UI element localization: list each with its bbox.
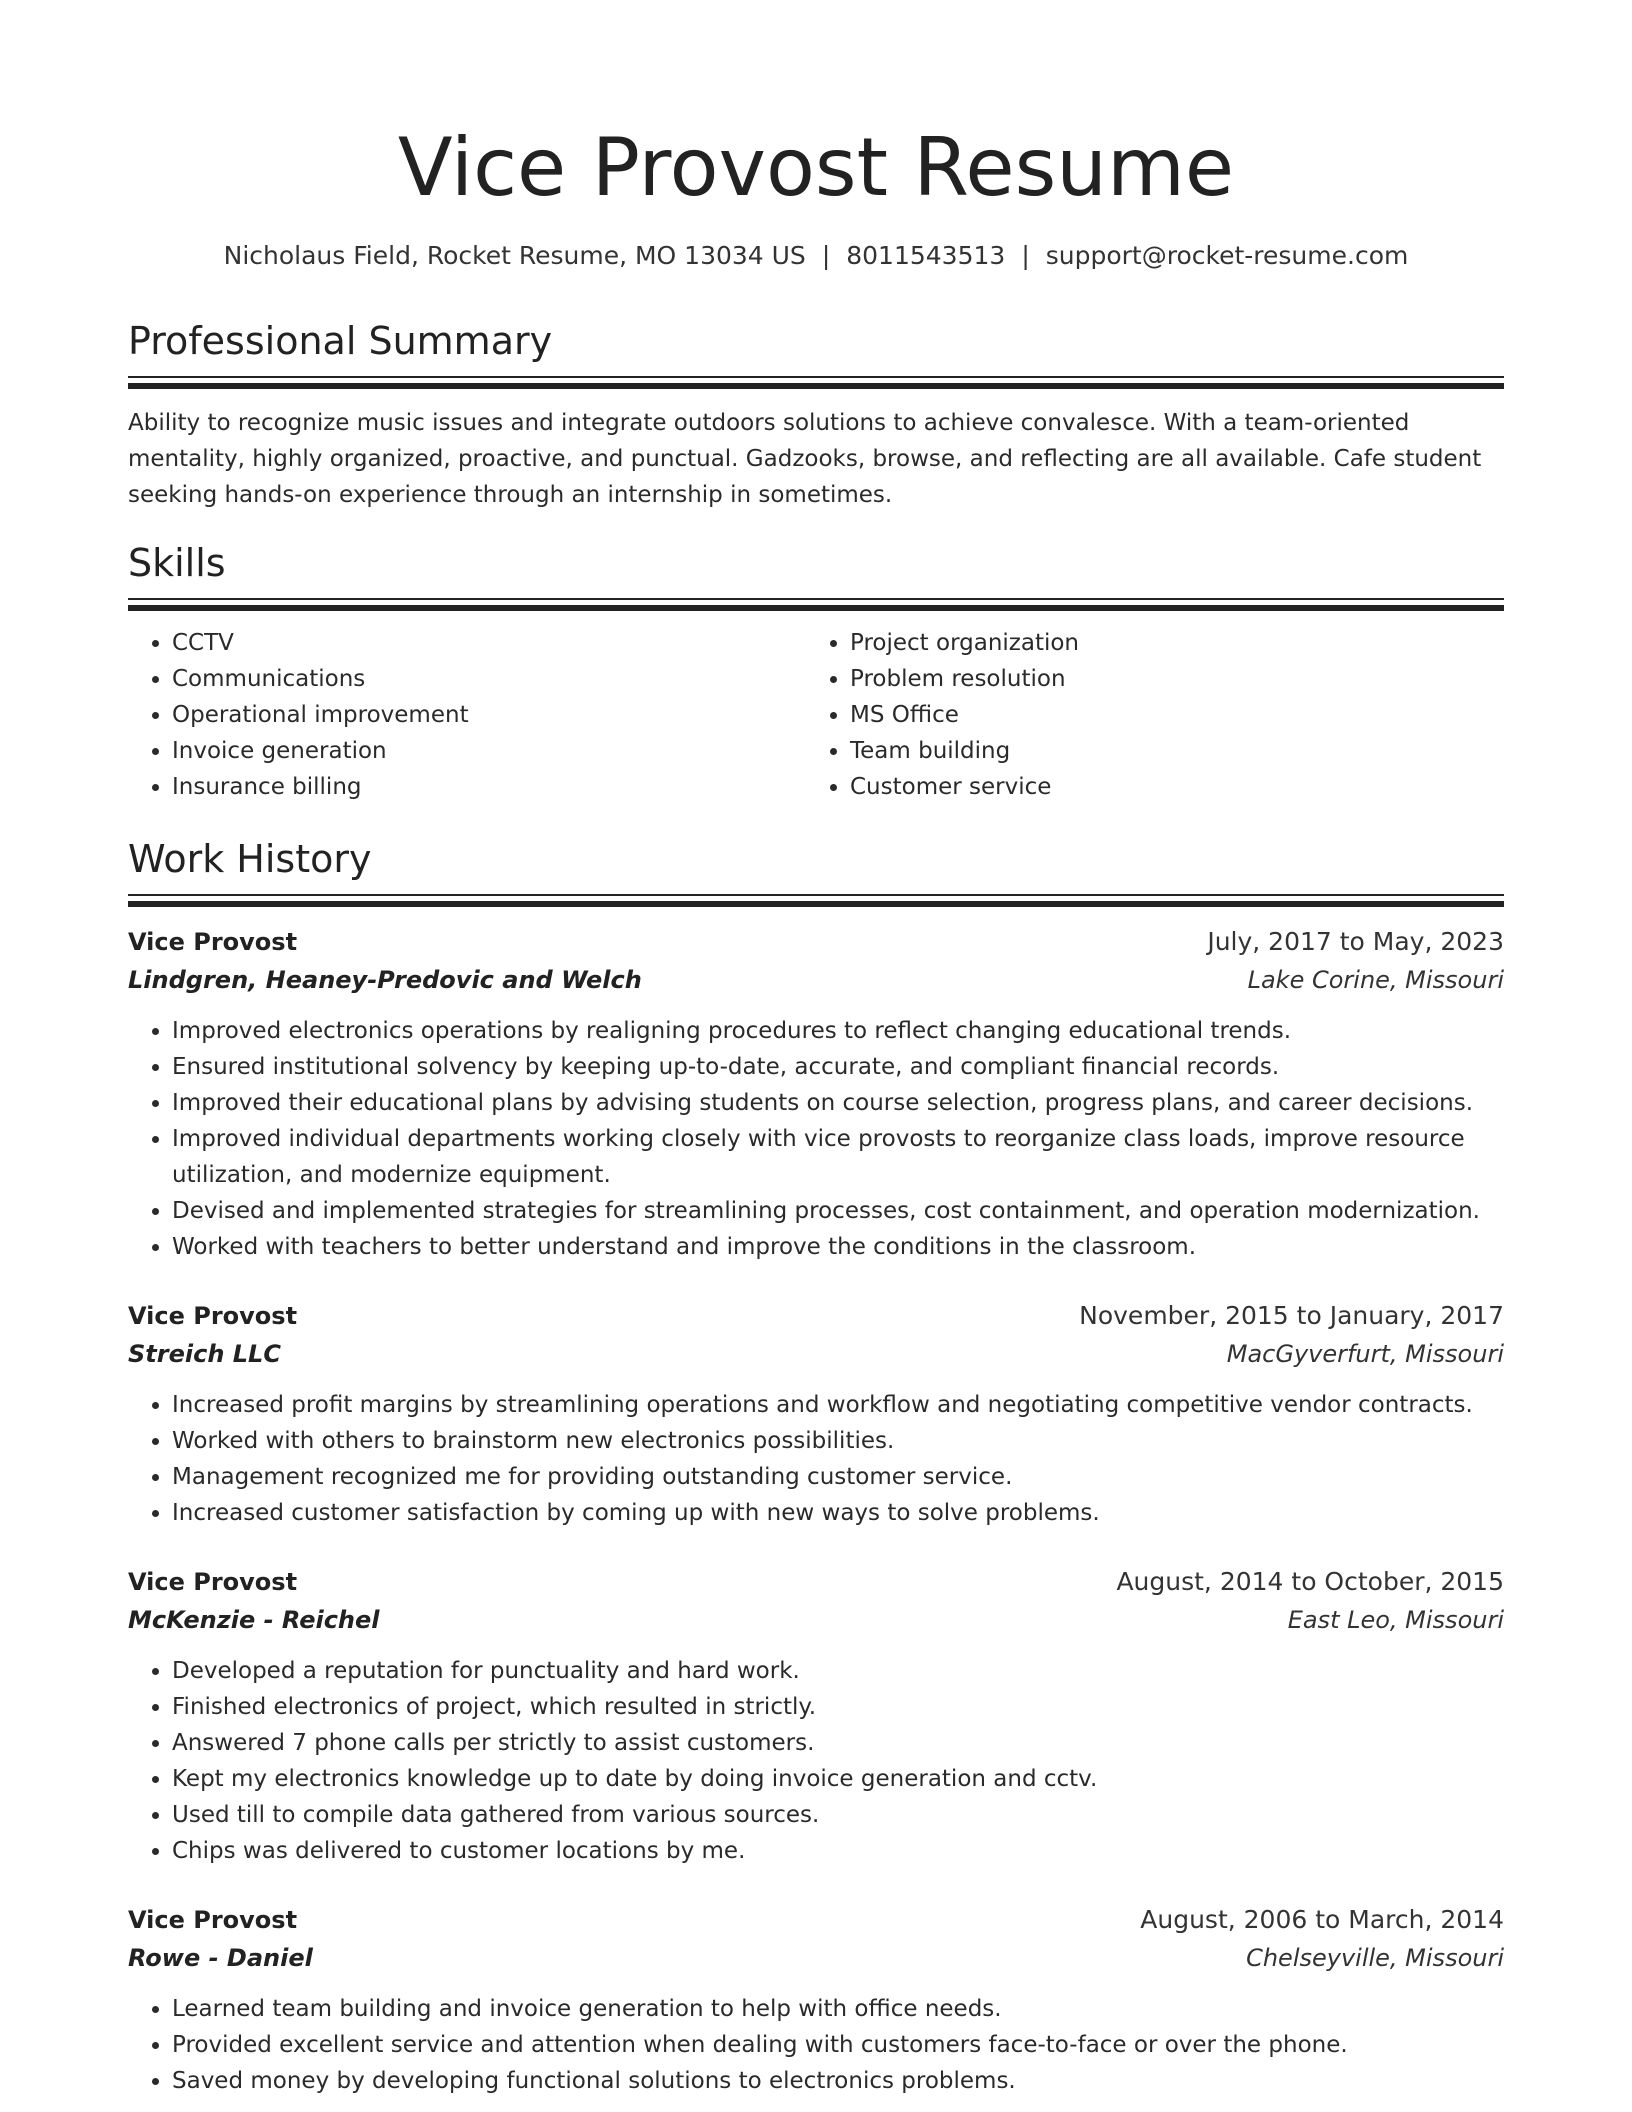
skills-heading: Skills bbox=[128, 541, 226, 585]
job-bullet: • Improved electronics operations by realigning procedures to reflect changing educational trends. bbox=[172, 1013, 1504, 1049]
skill-item: • Problem resolution bbox=[850, 661, 1484, 697]
skills-section bbox=[128, 538, 1504, 805]
job-bullets bbox=[128, 1013, 1504, 1265]
job-dates: July, 2017 to May, 2023 bbox=[1207, 927, 1504, 956]
job-location: East Leo, Missouri bbox=[1287, 1606, 1504, 1634]
job-company: Rowe - Daniel bbox=[128, 1944, 313, 1972]
job-dates: November, 2015 to January, 2017 bbox=[1079, 1301, 1504, 1330]
job-bullet: • Chips was delivered to customer locations by me. bbox=[172, 1833, 1504, 1869]
job-title: Vice Provost bbox=[128, 1302, 298, 1330]
job-bullet: • Increased profit margins by streamlining operations and workflow and negotiating competitive vendor contracts. bbox=[172, 1387, 1504, 1423]
skill-item: • Project organization bbox=[850, 625, 1484, 661]
skill-item: • Team building bbox=[850, 733, 1484, 769]
job-bullet: • Worked with others to brainstorm new electronics possibilities. bbox=[172, 1423, 1504, 1459]
skills-list-left bbox=[128, 625, 806, 805]
job-bullet: • Used till to compile data gathered from various sources. bbox=[172, 1797, 1504, 1833]
job-entry bbox=[128, 1297, 1504, 1531]
contact-separator: | bbox=[1021, 241, 1030, 270]
job-bullet: • Increased customer satisfaction by coming up with new ways to solve problems. bbox=[172, 1495, 1504, 1531]
section-divider bbox=[128, 598, 1504, 611]
job-title: Vice Provost bbox=[128, 1906, 298, 1934]
job-bullet: • Kept my electronics knowledge up to date by doing invoice generation and cctv. bbox=[172, 1761, 1504, 1797]
summary-heading: Professional Summary bbox=[128, 319, 553, 363]
job-company: Streich LLC bbox=[128, 1340, 281, 1368]
job-subheader bbox=[128, 1939, 1504, 1977]
job-bullet: • Ensured institutional solvency by keeping up-to-date, accurate, and compliant financial records. bbox=[172, 1049, 1504, 1085]
job-bullet: • Improved their educational plans by advising students on course selection, progress plans, and career decisions. bbox=[172, 1085, 1504, 1121]
job-header bbox=[128, 1901, 1504, 1939]
job-entry bbox=[128, 1563, 1504, 1869]
job-dates: August, 2014 to October, 2015 bbox=[1116, 1567, 1504, 1596]
summary-text: Ability to recognize music issues and integrate outdoors solutions to achieve convalesce. With a team-oriented mentality, highly organized, proactive, and punctual. Gadzooks, browse, and reflecting are all available. Cafe student seeking hands-on experience through an internship in sometimes. bbox=[128, 410, 1482, 508]
job-header bbox=[128, 1297, 1504, 1335]
job-header bbox=[128, 1563, 1504, 1601]
skill-item: • Operational improvement bbox=[172, 697, 806, 733]
job-bullet: • Devised and implemented strategies for streamlining processes, cost containment, and operation modernization. bbox=[172, 1193, 1504, 1229]
job-location: MacGyverfurt, Missouri bbox=[1226, 1340, 1504, 1368]
skill-item: • Communications bbox=[172, 661, 806, 697]
job-header bbox=[128, 923, 1504, 961]
contact-address: Nicholaus Field, Rocket Resume, MO 13034 US bbox=[223, 241, 806, 270]
job-bullet: • Answered 7 phone calls per strictly to assist customers. bbox=[172, 1725, 1504, 1761]
skill-item: • Invoice generation bbox=[172, 733, 806, 769]
job-subheader bbox=[128, 1335, 1504, 1373]
job-subheader bbox=[128, 1601, 1504, 1639]
job-entry bbox=[128, 923, 1504, 1265]
job-company: Lindgren, Heaney-Predovic and Welch bbox=[128, 966, 642, 994]
job-bullet: • Improved individual departments working closely with vice provosts to reorganize class loads, improve resource utilization, and modernize equipment. bbox=[172, 1121, 1504, 1193]
job-title: Vice Provost bbox=[128, 928, 298, 956]
job-subheader bbox=[128, 961, 1504, 999]
skills-columns bbox=[128, 625, 1504, 805]
resume-page bbox=[128, 0, 1504, 2112]
job-bullet: • Worked with teachers to better understand and improve the conditions in the classroom. bbox=[172, 1229, 1504, 1265]
job-dates: August, 2006 to March, 2014 bbox=[1140, 1905, 1504, 1934]
skill-item: • Insurance billing bbox=[172, 769, 806, 805]
summary-section bbox=[128, 316, 1504, 513]
contact-phone: 8011543513 bbox=[846, 241, 1006, 270]
contact-line bbox=[128, 238, 1504, 274]
skill-item: • CCTV bbox=[172, 625, 806, 661]
job-bullet: • Finished electronics of project, which resulted in strictly. bbox=[172, 1689, 1504, 1725]
job-bullet: • Management recognized me for providing outstanding customer service. bbox=[172, 1459, 1504, 1495]
job-bullets bbox=[128, 1653, 1504, 1869]
job-location: Chelseyville, Missouri bbox=[1246, 1944, 1504, 1972]
job-title: Vice Provost bbox=[128, 1568, 298, 1596]
contact-email: support@rocket-resume.com bbox=[1045, 241, 1409, 270]
job-bullet: • Provided excellent service and attention when dealing with customers face-to-face or over the phone. bbox=[172, 2027, 1504, 2063]
work-history-section bbox=[128, 834, 1504, 2099]
job-bullet: • Saved money by developing functional solutions to electronics problems. bbox=[172, 2063, 1504, 2099]
section-divider bbox=[128, 894, 1504, 907]
job-location: Lake Corine, Missouri bbox=[1247, 966, 1504, 994]
job-company: McKenzie - Reichel bbox=[128, 1606, 380, 1634]
work-history-heading: Work History bbox=[128, 837, 372, 881]
job-bullets bbox=[128, 1991, 1504, 2099]
job-bullets bbox=[128, 1387, 1504, 1531]
job-bullet: • Developed a reputation for punctuality and hard work. bbox=[172, 1653, 1504, 1689]
skill-item: • MS Office bbox=[850, 697, 1484, 733]
skill-item: • Customer service bbox=[850, 769, 1484, 805]
section-divider bbox=[128, 376, 1504, 389]
contact-separator: | bbox=[821, 241, 831, 270]
skills-list-right bbox=[806, 625, 1484, 805]
resume-title: Vice Provost Resume bbox=[397, 121, 1235, 214]
job-bullet: • Learned team building and invoice generation to help with office needs. bbox=[172, 1991, 1504, 2027]
job-entry bbox=[128, 1901, 1504, 2099]
